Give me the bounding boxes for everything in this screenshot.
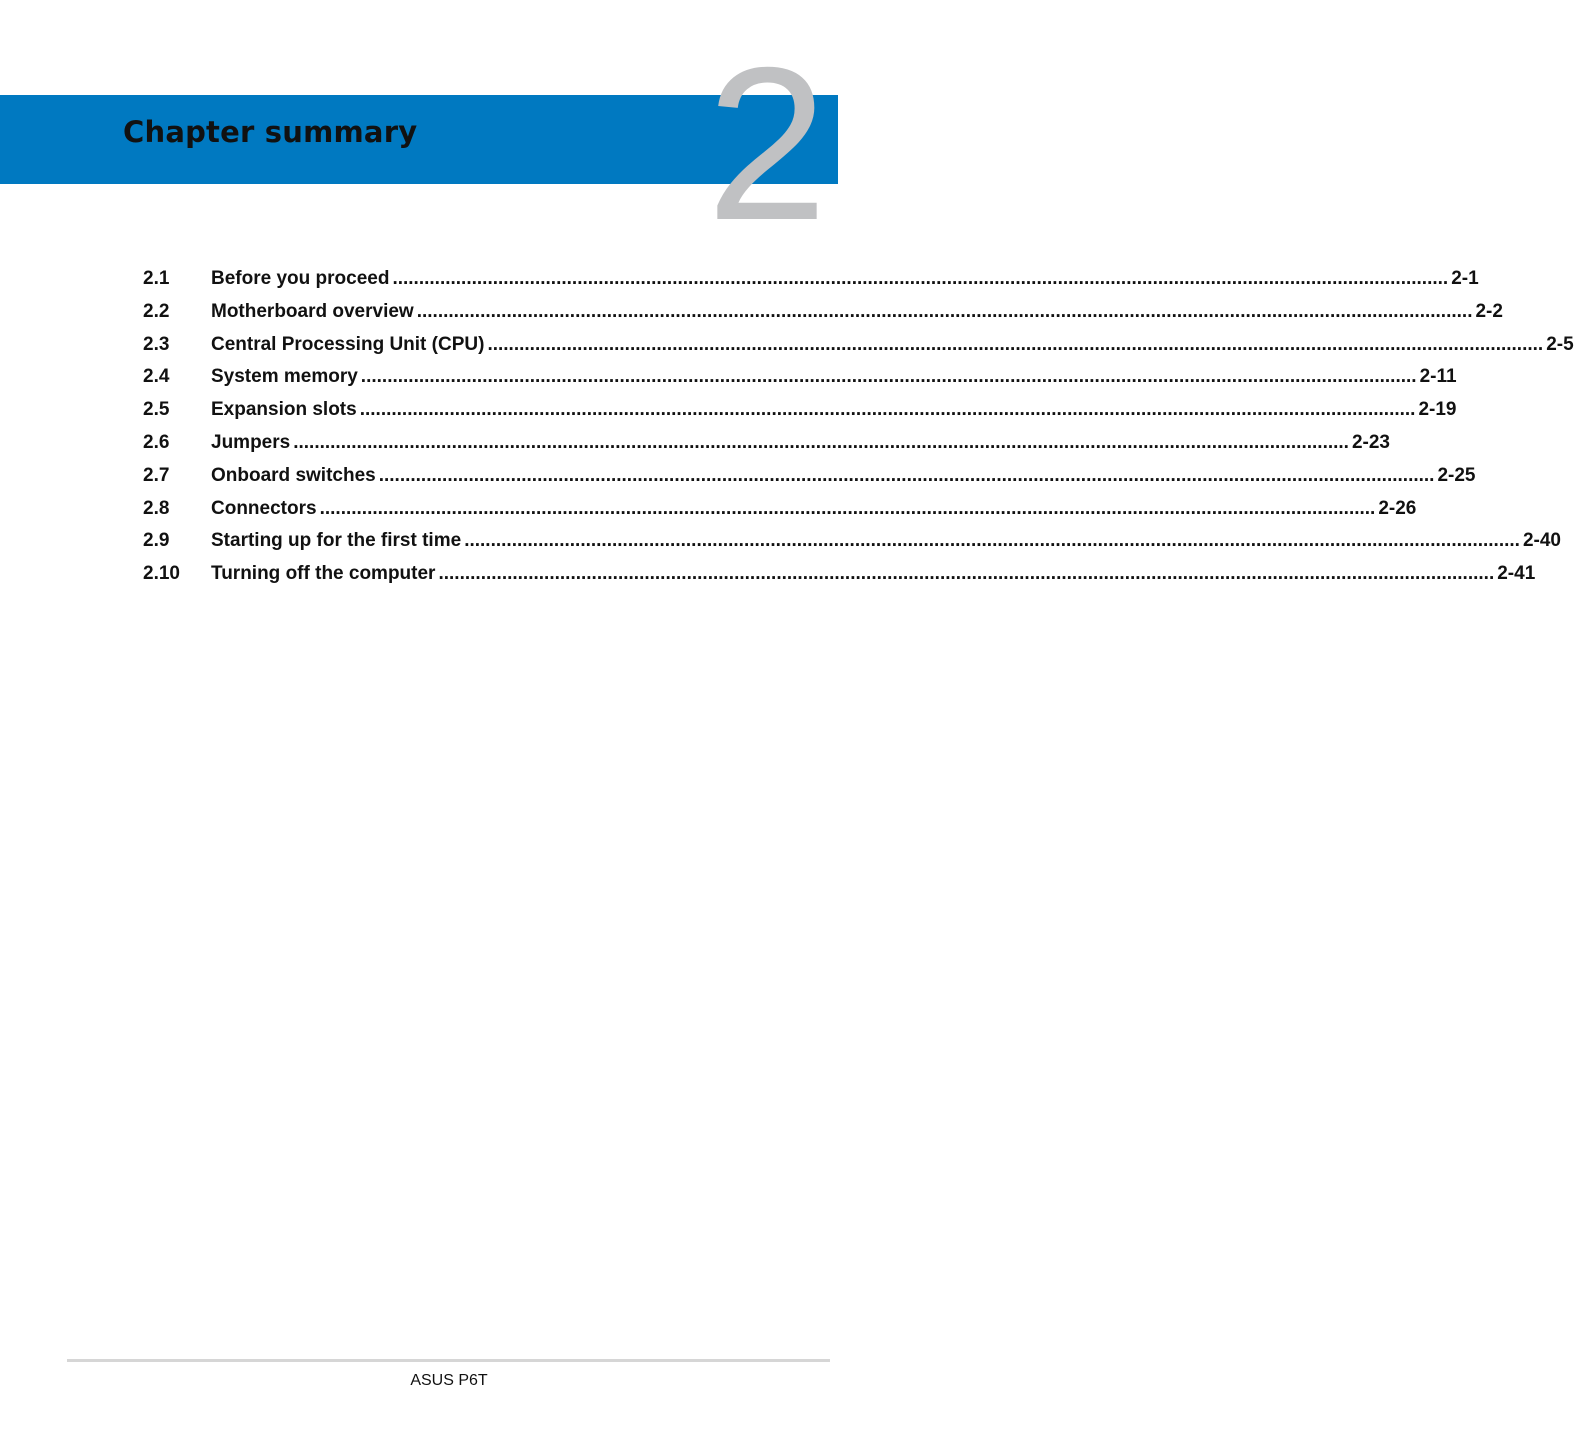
chapter-title: Chapter summary: [123, 115, 418, 149]
toc-entry-title: Turning off the computer: [211, 563, 436, 585]
toc-leader-dots: ........................................................................................................................................................................................................: [416, 300, 1473, 322]
toc-leader-dots: ........................................................................................................................................................................................................: [378, 464, 1435, 486]
toc-entry[interactable]: [143, 497, 1417, 531]
toc-entry-title: Expansion slots: [211, 399, 357, 421]
toc-entry[interactable]: [143, 399, 1457, 432]
toc-entry-page: 2-2: [1475, 300, 1503, 322]
chapter-number: 2: [706, 23, 828, 266]
toc-entry-number: 2.2: [143, 300, 170, 322]
toc-entry-page: 2-40: [1522, 530, 1561, 552]
toc-entry-title: Before you proceed: [211, 268, 390, 289]
toc-entry-number: 2.5: [143, 399, 170, 421]
toc-entry[interactable]: [143, 300, 1503, 334]
toc-leader-dots: ........................................................................................................................................................................................................: [293, 431, 1349, 453]
toc-entry-number: 2.7: [143, 464, 170, 486]
toc-entry-page: 2-41: [1497, 563, 1536, 585]
toc-entry-number: 2.9: [143, 530, 170, 552]
footer-divider: [67, 1359, 830, 1362]
toc-entry[interactable]: [143, 464, 1476, 498]
toc-entry-number: 2.8: [143, 497, 170, 519]
toc-entry-title: Starting up for the first time: [211, 530, 462, 552]
toc-entry-page: 2-19: [1418, 399, 1457, 421]
toc-leader-dots: ........................................................................................................................................................................................................: [464, 530, 1520, 552]
toc-entry-title: Central Processing Unit (CPU): [211, 333, 485, 355]
toc-entry[interactable]: [143, 563, 1536, 596]
toc-entry-number: 2.1: [143, 268, 170, 289]
toc-entry-title: Motherboard overview: [211, 300, 414, 322]
toc-entry[interactable]: [143, 366, 1457, 399]
toc-entry-page: 2-26: [1378, 497, 1417, 519]
footer-product-name: ASUS P6T: [410, 1372, 488, 1389]
toc-entry-page: 2-5: [1546, 333, 1574, 355]
toc-entry-title: System memory: [211, 366, 358, 388]
toc-leader-dots: ........................................................................................................................................................................................................: [438, 563, 1495, 585]
toc-entry-title: Onboard switches: [211, 464, 376, 486]
table-of-contents: [143, 268, 1574, 596]
toc-entry[interactable]: [143, 268, 1479, 301]
toc-entry-number: 2.10: [143, 563, 180, 585]
toc-entry-title: Jumpers: [211, 431, 291, 453]
toc-entry[interactable]: [143, 530, 1561, 563]
toc-entry-number: 2.3: [143, 333, 170, 355]
toc-entry-number: 2.4: [143, 366, 170, 388]
toc-leader-dots: ........................................................................................................................................................................................................: [392, 268, 1449, 289]
toc-entry-title: Connectors: [211, 497, 317, 519]
toc-leader-dots: ........................................................................................................................................................................................................: [359, 399, 1416, 421]
toc-leader-dots: ........................................................................................................................................................................................................: [487, 333, 1544, 355]
toc-entry-page: 2-25: [1437, 464, 1476, 486]
toc-entry-number: 2.6: [143, 431, 170, 453]
toc-leader-dots: ........................................................................................................................................................................................................: [360, 366, 1417, 388]
toc-entry-page: 2-1: [1451, 268, 1479, 289]
toc-entry-page: 2-23: [1351, 431, 1390, 453]
toc-entry[interactable]: [143, 431, 1390, 465]
toc-leader-dots: ........................................................................................................................................................................................................: [319, 497, 1376, 519]
toc-entry[interactable]: [143, 333, 1574, 367]
toc-entry-page: 2-11: [1419, 366, 1457, 388]
